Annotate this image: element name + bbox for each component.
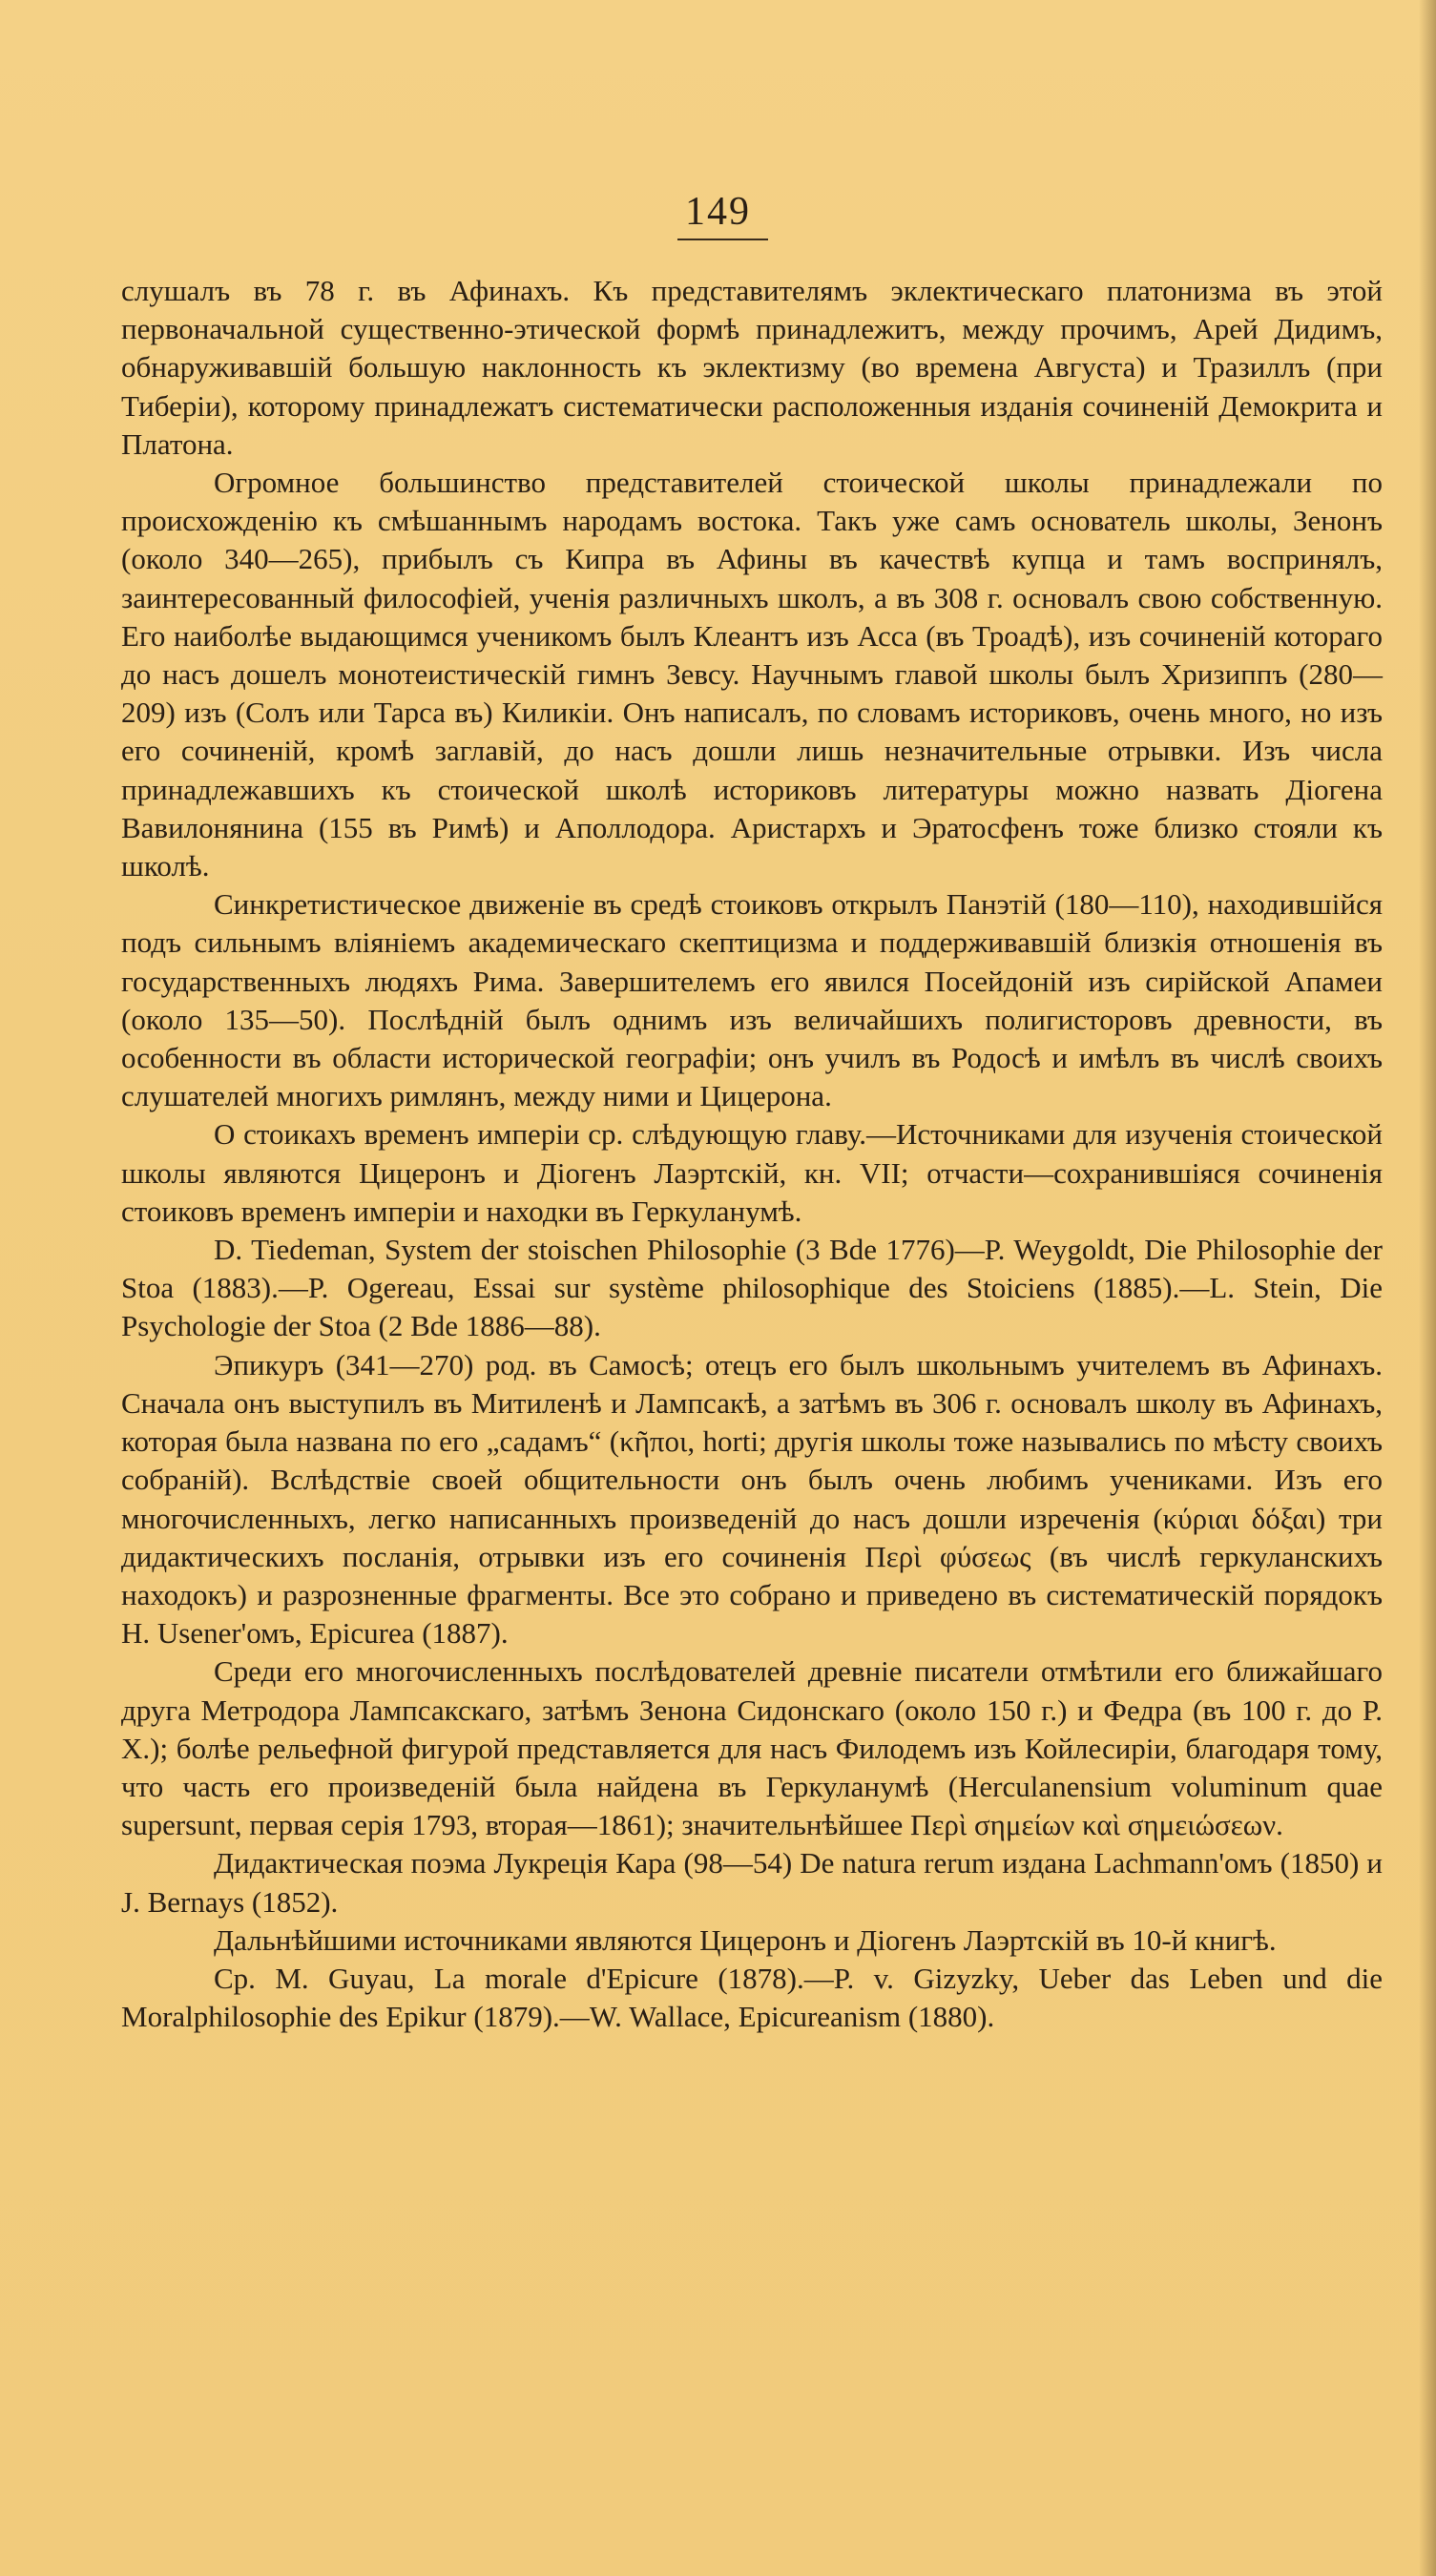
paragraph: слушалъ въ 78 г. въ Афинахъ. Къ представителямъ эклектическаго платонизма въ этой первоначальной существенно-этической формѣ принадлежитъ, между прочимъ, Арей Дидимъ, обнаруживавшій большую наклонность къ эклектизму (во времена Августа) и Тразиллъ (при Тиберіи), которому принадлежатъ систематически расположенныя изданія сочиненій Демокрита и Платона.	[121, 274, 1383, 461]
page-number: 149	[685, 190, 751, 234]
bibliography-paragraph: D. Tiedeman, System der stoischen Philosophie (3 Bde 1776)—P. Weygoldt, Die Philosophie der Stoa (1883).—P. Ogereau, Essai sur système philosophique des Stoiciens (1885).—L. Stein, Die Psychologie der Stoa (2 Bde 1886—88).	[121, 1233, 1383, 1343]
page-number-rule	[677, 239, 768, 240]
page-edge-shadow	[1419, 0, 1436, 2576]
paragraph: О стоикахъ временъ имперіи ср. слѣдующую главу.—Источниками для изученія стоической школы являются Цицеронъ и Діогенъ Лаэртскій, кн. VII; отчасти—сохранившіяся сочиненія стоиковъ временъ имперіи и находки въ Геркуланумѣ.	[121, 1117, 1383, 1228]
bibliography-paragraph: Ср. M. Guyau, La morale d'Epicure (1878).—P. v. Gizyzky, Ueber das Leben und die Moralphilosophie des Epikur (1879).—W. Wallace, Epicureanism (1880).	[121, 1961, 1383, 2034]
paragraph: Синкретистическое движеніе въ средѣ стоиковъ открылъ Панэтій (180—110), находившійся подъ сильнымъ вліяніемъ академическаго скептицизма и поддерживавшій близкія отношенія въ государственныхъ людяхъ Рима. Завершителемъ его явился Посейдоній изъ сирійской Апамеи (около 135—50). Послѣдній былъ однимъ изъ величайшихъ полигисторовъ древности, въ особенности въ области исторической географіи; онъ училъ въ Родосѣ и имѣлъ въ числѣ своихъ слушателей многихъ римлянъ, между ними и Цицерона.	[121, 887, 1383, 1113]
paragraph: Среди его многочисленныхъ послѣдователей древніе писатели отмѣтили его ближайшаго друга Метродора Лампсакскаго, затѣмъ Зенона Сидонскаго (около 150 г.) и Федра (въ 100 г. до Р. Х.); болѣе рельефной фигурой представляется для насъ Филодемъ изъ Койлесиріи, благодаря тому, что часть его произведеній была найдена въ Геркуланумѣ (Herculanensium voluminum quae supersunt, первая серія 1793, вторая—1861); значительнѣйшее Περὶ σημείων καὶ σημειώσεων.	[121, 1654, 1383, 1842]
paragraph: Дидактическая поэма Лукреція Кара (98—54) De natura rerum издана Lachmann'омъ (1850) и J. Bernays (1852).	[121, 1846, 1383, 1919]
body-text	[121, 272, 1383, 2036]
paragraph: Огромное большинство представителей стоической школы принадлежали по происхожденію къ смѣшаннымъ народамъ востока. Такъ уже самъ основатель школы, Зенонъ (около 340—265), прибылъ съ Кипра въ Афины въ качествѣ купца и тамъ воспринялъ, заинтересованный философіей, ученія различныхъ школъ, а въ 308 г. основалъ свою собственную. Его наиболѣе выдающимся ученикомъ былъ Клеантъ изъ Асса (въ Троадѣ), изъ сочиненій котораго до насъ дошелъ монотеистическій гимнъ Зевсу. Научнымъ главой школы былъ Хризиппъ (280—209) изъ (Солъ или Тарса въ) Киликіи. Онъ написалъ, по словамъ историковъ, очень много, но изъ его сочиненій, кромѣ заглавій, до насъ дошли лишь незначительные отрывки. Изъ числа принадлежавшихъ къ стоической школѣ историковъ литературы можно назвать Діогена Вавилонянина (155 въ Римѣ) и Аполлодора. Аристархъ и Эратосфенъ тоже близко стояли къ школѣ.	[121, 466, 1383, 883]
paragraph: Дальнѣйшими источниками являются Цицеронъ и Діогенъ Лаэртскій въ 10-й книгѣ.	[214, 1922, 1277, 1957]
paragraph: Эпикуръ (341—270) род. въ Самосѣ; отецъ его былъ школьнымъ учителемъ въ Афинахъ. Сначала онъ выступилъ въ Митиленѣ и Лампсакѣ, а затѣмъ въ 306 г. основалъ школу въ Афинахъ, которая была названа по его „садамъ“ (κῆποι, horti; другія школы тоже назывались по мѣсту своихъ собраній). Вслѣдствіе своей общительности онъ былъ очень любимъ учениками. Изъ его многочисленныхъ, легко написанныхъ произведеній до насъ дошли изреченія (κύριαι δόξαι) три дидактическихъ посланія, отрывки изъ его сочиненія Περὶ φύσεως (въ числѣ геркуланскихъ находокъ) и разрозненные фрагменты. Все это собрано и приведено въ систематическій порядокъ H. Usener'омъ, Epicurea (1887).	[121, 1347, 1383, 1651]
